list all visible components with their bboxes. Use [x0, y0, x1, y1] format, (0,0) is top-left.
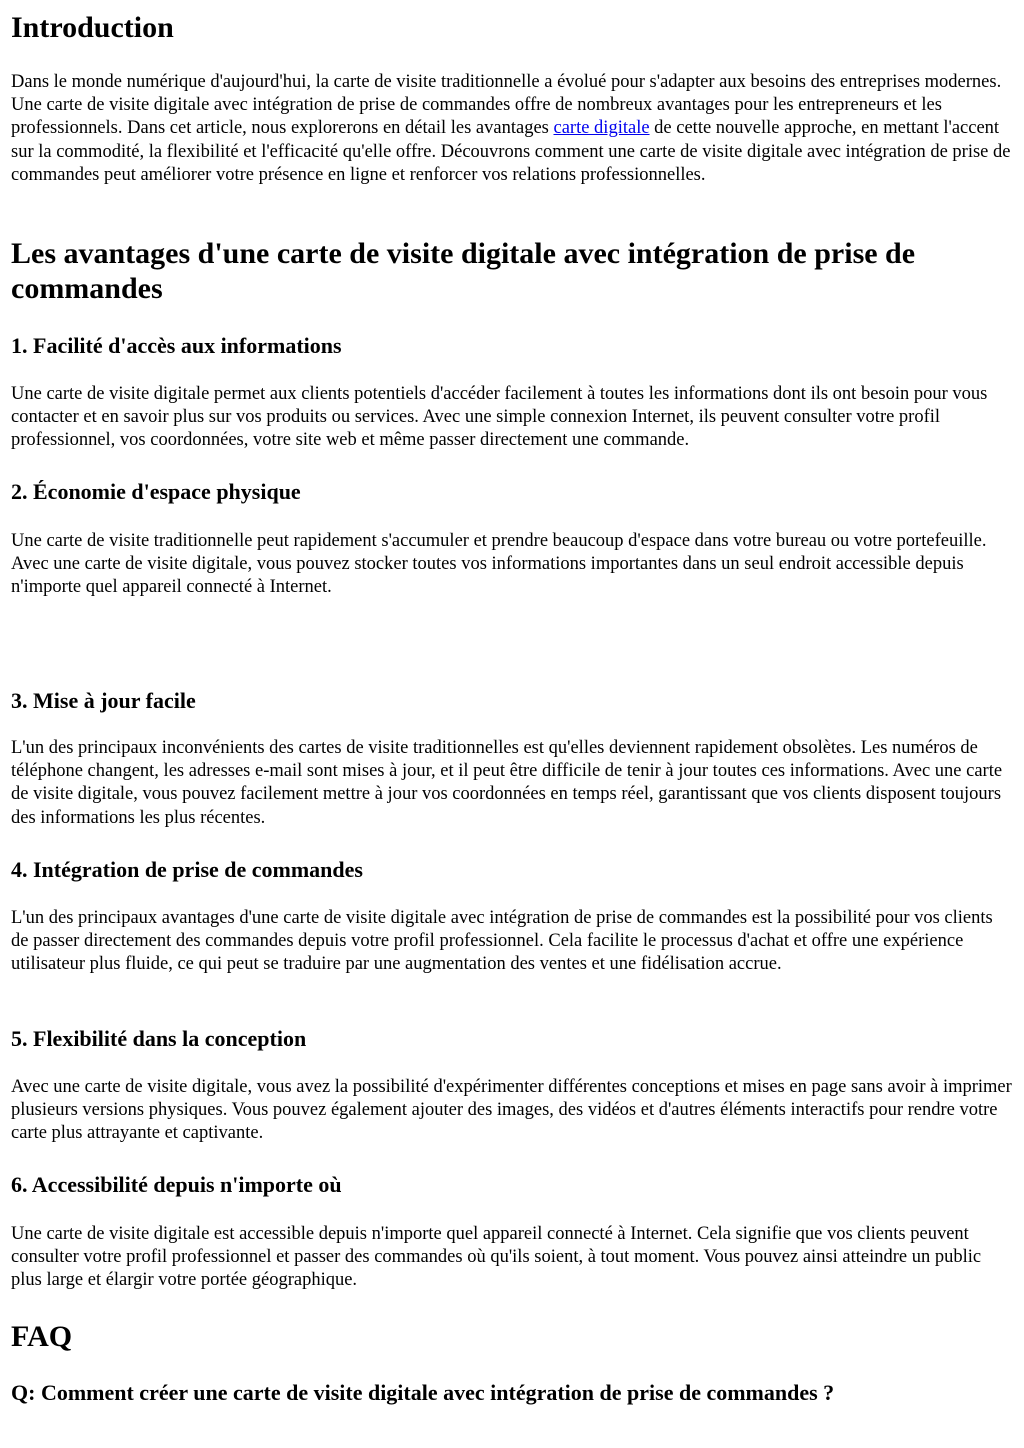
section-text-1: Une carte de visite digitale permet aux clients potentiels d'accéder facilement à toutes les informations dont ils ont besoin pour vous contacter et en savoir plus sur vos produits ou services. Avec une simple connexion Internet, ils peuvent consulter votre profil professionnel, vos coordonnées, votre site web et même passer directement une commande. [11, 384, 988, 451]
section-text-3: L'un des principaux inconvénients des cartes de visite traditionnelles est qu'elles deviennent rapidement obsolètes. Les numéros de téléphone changent, les adresses e-mail sont mises à jour, et il peut être difficile de tenir à jour toutes ces informations. Avec une carte de visite digitale, vous pouvez facilement mettre à jour vos coordonnées en temps réel, garantissant que vos clients disposent toujours des informations les plus récentes. [11, 738, 1003, 828]
section-text-5: Avec une carte de visite digitale, vous avez la possibilité d'expérimenter différentes conceptions et mises en page sans avoir à imprimer plusieurs versions physiques. Vous pouvez également ajouter des images, des vidéos et d'autres éléments interactifs pour rendre votre carte plus attrayante et captivante. [11, 1077, 1012, 1144]
intro-text-after-link: de cette nouvelle approche, en mettant l'accent sur la commodité, la flexibilité et l'efficacité qu'elle offre. Découvrons comment une carte de visite digitale avec intégration de prise de commandes peut améliorer votre présence en ligne et renforcer vos relations professionnelles. [11, 118, 1011, 185]
section-heading-2: 2. Économie d'espace physique [11, 479, 301, 504]
intro-text-before-link: Dans le monde numérique d'aujourd'hui, la carte de visite traditionnelle a évolué pour s'adapter aux besoins des entreprises modernes. Une carte de visite digitale avec intégration de prise de commandes offre de nombreux avantages pour les entrepreneurs et les professionnels. Dans cet article, nous explorerons en détail les avantages [11, 72, 1002, 139]
section-heading-6: 6. Accessibilité depuis n'importe où [11, 1172, 342, 1197]
faq-heading: FAQ [11, 1320, 73, 1353]
carte-digitale-link[interactable]: carte digitale [553, 118, 650, 139]
intro-heading: Introduction [11, 11, 174, 44]
section-heading-5: 5. Flexibilité dans la conception [11, 1026, 307, 1051]
intro-paragraph [11, 71, 1014, 187]
section-heading-1: 1. Facilité d'accès aux informations [11, 333, 342, 358]
faq-question-1: Q: Comment créer une carte de visite digitale avec intégration de prise de commandes ? [11, 1380, 835, 1405]
section-text-4: L'un des principaux avantages d'une carte de visite digitale avec intégration de prise de commandes est la possibilité pour vos clients de passer directement des commandes depuis votre profil professionnel. Cela facilite le processus d'achat et offre une expérience utilisateur plus fluide, ce qui peut se traduire par une augmentation des ventes et une fidélisation accrue. [11, 908, 993, 975]
advantages-heading: Les avantages d'une carte de visite digitale avec intégration de prise de commandes [11, 237, 916, 305]
section-text-6: Une carte de visite digitale est accessible depuis n'importe quel appareil connecté à Internet. Cela signifie que vos clients peuvent consulter votre profil professionnel et passer des commandes où qu'ils soient, à tout moment. Vous pouvez ainsi atteindre un public plus large et élargir votre portée géographique. [11, 1224, 982, 1291]
section-heading-4: 4. Intégration de prise de commandes [11, 857, 363, 882]
section-text-2: Une carte de visite traditionnelle peut rapidement s'accumuler et prendre beaucoup d'espace dans votre bureau ou votre portefeuille. Avec une carte de visite digitale, vous pouvez stocker toutes vos informations importantes dans un seul endroit accessible depuis n'importe quel appareil connecté à Internet. [11, 531, 987, 598]
section-heading-3: 3. Mise à jour facile [11, 688, 196, 713]
